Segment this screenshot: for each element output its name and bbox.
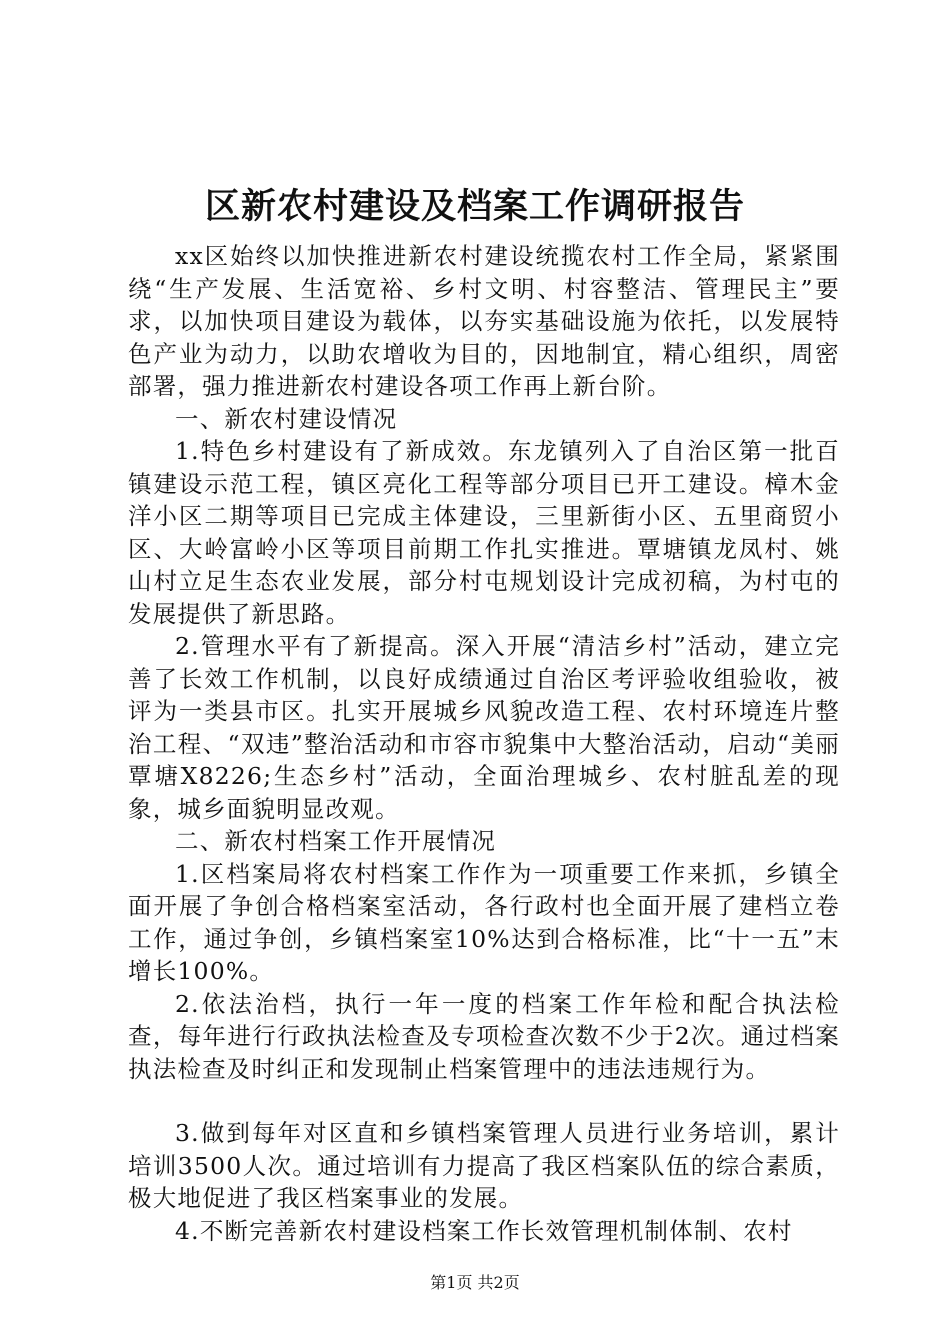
- paragraph-1-1: 1.特色乡村建设有了新成效。东龙镇列入了自治区第一批百镇建设示范工程，镇区亮化工程等部分项目已开工建设。樟木金洋小区二期等项目已完成主体建设，三里新街小区、五里商贸小区、大岭富岭小区等项目前期工作扎实推进。覃塘镇龙凤村、姚山村立足生态农业发展，部分村屯规划设计完成初稿，为村屯的发展提供了新思路。: [128, 437, 840, 628]
- paragraph-2-2: 2.依法治档，执行一年一度的档案工作年检和配合执法检查，每年进行行政执法检查及专项检查次数不少于2次。通过档案执法检查及时纠正和发现制止档案管理中的违法违规行为。: [128, 989, 840, 1083]
- document-title: 区新农村建设及档案工作调研报告: [204, 186, 745, 227]
- paragraph-2-3: 3.做到每年对区直和乡镇档案管理人员进行业务培训，累计培训3500人次。通过培训有力提高了我区档案队伍的综合素质，极大地促进了我区档案事业的发展。: [128, 1119, 840, 1212]
- intro-paragraph: xx区始终以加快推进新农村建设统揽农村工作全局，紧紧围绕“生产发展、生活宽裕、乡村文明、村容整洁、管理民主”要求，以加快项目建设为载体，以夯实基础设施为依托，以发展特色产业为动力，以助农增收为目的，因地制宜，精心组织，周密部署，强力推进新农村建设各项工作再上新台阶。: [128, 242, 840, 400]
- paragraph-2-4: 4.不断完善新农村建设档案工作长效管理机制体制、农村: [175, 1216, 793, 1245]
- document-body: [128, 240, 840, 1247]
- page-number-footer: 第1页 共2页: [430, 1273, 520, 1292]
- section-heading-2: 二、新农村档案工作开展情况: [175, 827, 497, 855]
- section-heading-1: 一、新农村建设情况: [175, 404, 398, 433]
- paragraph-1-2: 2.管理水平有了新提高。深入开展“清洁乡村”活动，建立完善了长效工作机制，以良好成绩通过自治区考评验收组验收，被评为一类县市区。扎实开展城乡风貌改造工程、农村环境连片整治工程、“双违”整治活动和市容市貌集中大整治活动，启动“美丽覃塘X8226;生态乡村”活动，全面治理城乡、农村脏乱差的现象，城乡面貌明显改观。: [128, 632, 840, 823]
- paragraph-2-1: 1.区档案局将农村档案工作作为一项重要工作来抓，乡镇全面开展了争创合格档案室活动，各行政村也全面开展了建档立卷工作，通过争创，乡镇档案室10%达到合格标准，比“十一五”末增长100%。: [128, 859, 840, 985]
